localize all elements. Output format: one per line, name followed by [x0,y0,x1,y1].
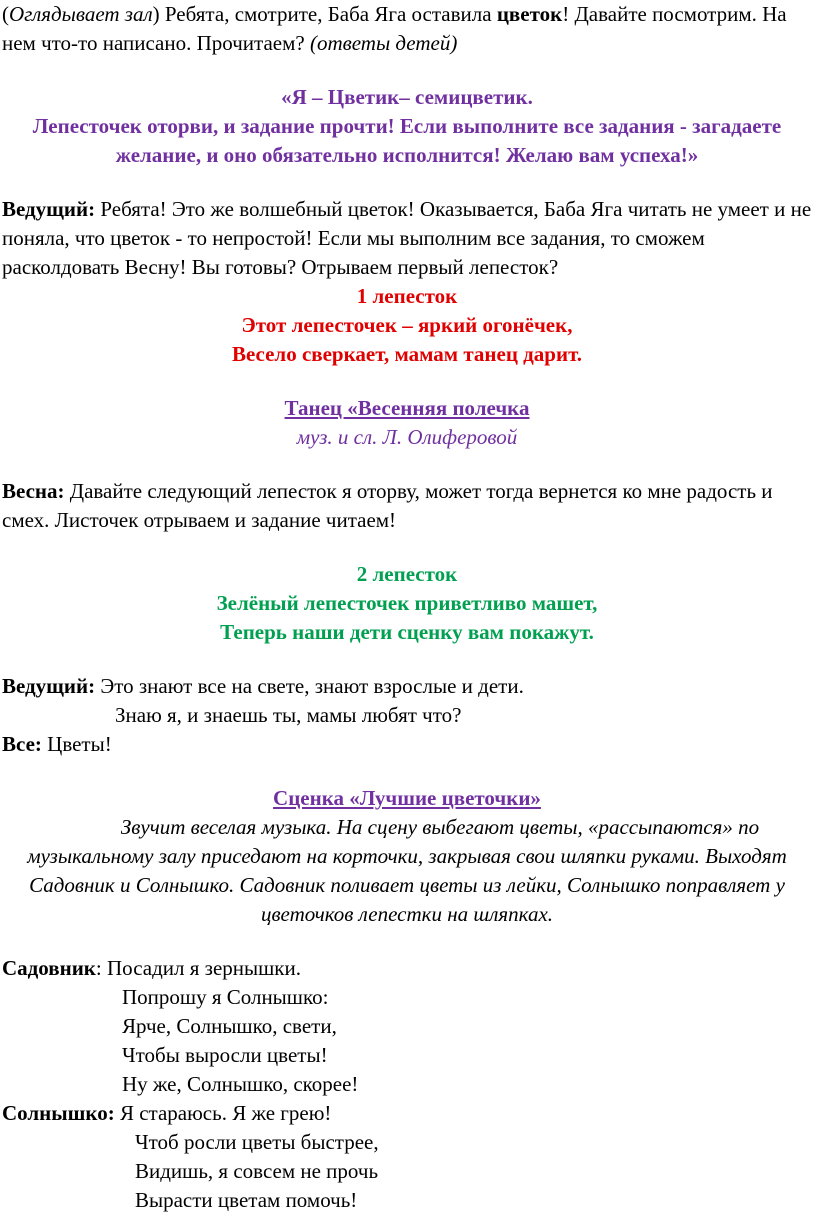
host-speaker-1: Ведущий: [2,197,96,221]
spacer [2,647,812,672]
spacer [2,929,812,954]
gardener-colon: : [95,956,102,980]
all-paragraph [2,730,812,759]
spring-text: Давайте следующий лепесток я оторву, может тогда вернется ко мне радость и смех. Листочек отрываем и задание читаем! [2,479,773,532]
dance-title: Танец «Весенняя полечка [284,396,530,420]
intro-text-a: Ребята, смотрите, Баба Яга оставила [159,2,497,26]
petal-1-line1: Этот лепесточек – яркий огонёчек, [241,313,573,337]
gardener-text-1: Посадил я зернышки. [101,956,301,980]
spacer [2,170,812,195]
intro-stage-direction: Оглядывает зал [9,2,153,26]
gardener-line-5: Ну же, Солнышко, скорее! [122,1072,359,1096]
spring-paragraph [2,477,812,535]
scene-description: Звучит веселая музыка. На сцену выбегают цветы, «рассыпаются» по музыкальному залу приседают на корточки, закрывая свои шляпки руками. Выходят Садовник и Солнышко. Садовник поливает цветы из лейки, Солнышко поправляет у цветочков лепестки на шляпках. [27,815,787,926]
spring-speaker: Весна: [2,479,65,503]
intro-paragraph [2,0,812,58]
intro-flower-word: цветок [496,2,563,26]
host-text-1: Ребята! Это же волшебный цветок! Оказывается, Баба Яга читать не умеет и не поняла, что цветок - то непростой! Если мы выполним все задания, то сможем расколдовать Весну! Вы готовы? Отрываем первый лепесток? [2,197,812,279]
gardener-line-3: Ярче, Солнышко, свети, [122,1014,337,1038]
petal-1-title: 1 лепесток [356,284,458,308]
sun-speaker: Солнышко: [2,1101,115,1125]
host-line-2a: Это знают все на свете, знают взрослые и дети. [95,674,524,698]
all-text: Цветы! [41,732,112,756]
intro-open-paren: ( [2,2,9,26]
flower-note-line1: «Я – Цветик– семицветик. [281,85,533,109]
host-paragraph-2 [2,672,812,701]
host-line-2b: Знаю я, и знаешь ты, мамы любят что? [115,703,462,727]
flower-note-line2: Лепесточек оторви, и задание прочти! Если выполните все задания - загадаете желание, и оно обязательно исполнится! Желаю вам успеха!» [32,114,782,167]
gardener-line-4: Чтобы выросли цветы! [122,1043,328,1067]
petal-2-line1: Зелёный лепесточек приветливо машет, [216,591,598,615]
gardener-speaker: Садовник [2,956,96,980]
dance-credit: муз. и сл. Л. Олиферовой [296,425,518,449]
sun-text-1: Я стараюсь. Я же грею! [114,1101,332,1125]
spacer [2,58,812,83]
all-speaker: Все: [2,732,42,756]
sun-line-4: Вырасти цветам помочь! [135,1188,358,1212]
sun-line-2: Чтоб росли цветы быстрее, [135,1130,379,1154]
spacer [2,535,812,560]
host-paragraph-1 [2,195,812,282]
sun-line-1 [2,1099,812,1128]
scene-title: Сценка «Лучшие цветочки» [273,786,541,810]
gardener-line-1 [2,954,812,983]
spacer [2,452,812,477]
spacer [2,759,812,784]
petal-2-line2: Теперь наши дети сценку вам покажут. [220,620,594,644]
gardener-line-2: Попрошу я Солнышко: [122,985,329,1009]
petal-1-line2: Весело сверкает, мамам танец дарит. [231,342,583,366]
sun-line-3: Видишь, я совсем не прочь [135,1159,379,1183]
intro-close-paren: ) [152,2,160,26]
intro-text-b: ! Давайте посмотрим. На нем что-то написано. Прочитаем? [2,2,787,55]
intro-children-answers: (ответы детей) [309,31,458,55]
host-speaker-2: Ведущий: [2,674,96,698]
petal-2-title: 2 лепесток [356,562,458,586]
spacer [2,369,812,394]
